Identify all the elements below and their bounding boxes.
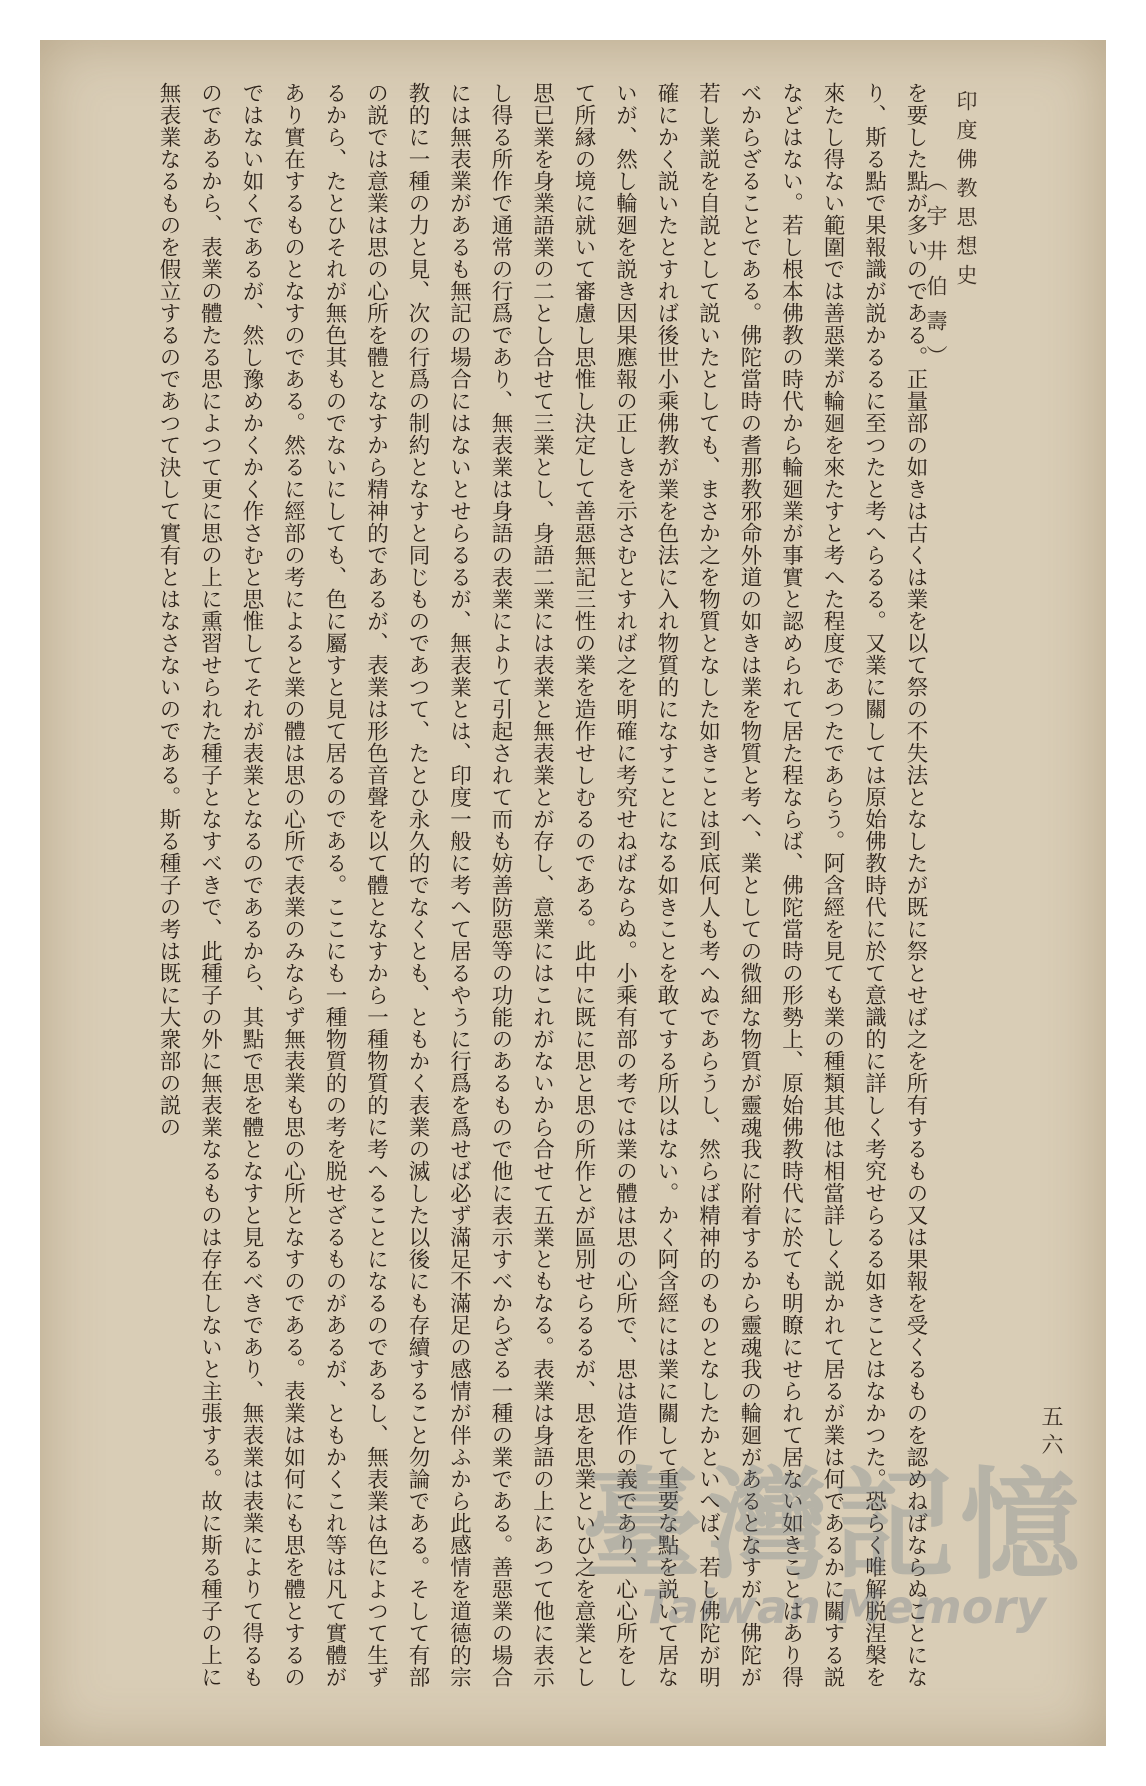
watermark-english-text: Taiwan Memory bbox=[641, 1580, 1046, 1634]
author-name: （宇井伯壽） bbox=[924, 170, 948, 380]
document-page bbox=[40, 40, 1106, 1746]
watermark-chinese-text: 臺灣記憶 bbox=[582, 1455, 1086, 1596]
page-number: 五六 bbox=[1038, 1405, 1063, 1461]
body-paragraph: を要した點が多いのである。正量部の如きは古くは業を以て祭の不失法となしたが既に祭とせば之を所有するもの又は果報を受くるものを認めねばならぬことになり、斯る點で果報識が説かるるに至つたと考へらるる。又業に關しては原始佛教時代に於て意識的に詳しく考究せらるる如きことはなかつた。恐らく唯解脱涅槃を來たし得ない範圍では善惡業が輪廻を來たすと考へた程度であつたであらう。阿含經を見ても業の種類其他は相當詳しく説かれて居るが業は何であるかに關する説などはない。若し根本佛教の時代から輪廻業が事實と認められて居た程ならば、佛陀當時の形勢上、原始佛教時代に於ても明瞭にせられて居ない如きことはあり得べからざることである。佛陀當時の耆那教邪命外道の如きは業を物質と考へ、業としての微細な物質が靈魂我に附着するから靈魂我の輪廻があるとなすが、佛陀が若し業説を自説として説いたとしても、まさか之を物質となした如きことは到底何人も考へぬであらうし、然らば精神的のものとなしたかといへば、若し佛陀が明確にかく説いたとすれば後世小乘佛教が業を色法に入れ物質的になすことになる如きことを敢てする所以はない。かく阿含經には業に關して重要な點を説いて居ないが、然し輪廻を説き因果應報の正しきを示さむとすれば之を明確に考究せねばならぬ。小乘有部の考では業の體は思の心所で、思は造作の義であり、心心所をして所縁の境に就いて審慮し思惟し決定して善惡無記三性の業を造作せしむるのである。此中に既に思と思の所作とが區別せらるるが、思を思業といひ之を意業とし思已業を身業語業の二とし合せて三業とし、身語二業には表業と無表業とが存し、意業にはこれがないから合せて五業ともなる。表業は身語の上にあつて他に表示し得る所作で通常の行爲であり、無表業は身語の表業によりて引起されて而も妨善防惡等の功能のあるもので他に表示すべからざる一種の業である。善惡業の場合には無表業があるも無記の場合にはないとせらるるが、無表業とは、印度一般に考へて居るやうに行爲を爲せば必ず滿足不滿足の感情が伴ふから此感情を道德的宗教的に一種の力と見、次の行爲の制約となすと同じものであつて、たとひ永久的でなくとも、ともかく表業の滅した以後にも存續すること勿論である。そして有部の説では意業は思の心所を體となすから精神的であるが、表業は形色音聲を以て體となすから一種物質的に考へることになるのであるし、無表業は色によつて生ずるから、たとひそれが無色其ものでないにしても、色に屬すと見て居るのである。ここにも一種物質的の考を脱せざるものがあるが、ともかくこれ等は凡て實體があり實在するものとなすのである。然るに經部の考によると業の體は思の心所で表業のみならず無表業も思の心所となすのである。表業は如何にも思を體とするのではない如くであるが、然し豫めかくかく作さむと思惟してそれが表業となるのであるから、其點で思を體となすと見るべきであり、無表業は表業によりて得るものであるから、表業の體たる思によつて更に思の上に熏習せられた種子となすべきで、此種子の外に無表業なるものは存在しないと主張する。故に斯る種子の上に無表業なるものを假立するのであつて決して實有とはなさないのである。斯る種子の考は既に大衆部の説の bbox=[156, 82, 928, 1688]
body-text bbox=[76, 82, 936, 1702]
book-title: 印度佛教思想史 bbox=[954, 90, 978, 293]
